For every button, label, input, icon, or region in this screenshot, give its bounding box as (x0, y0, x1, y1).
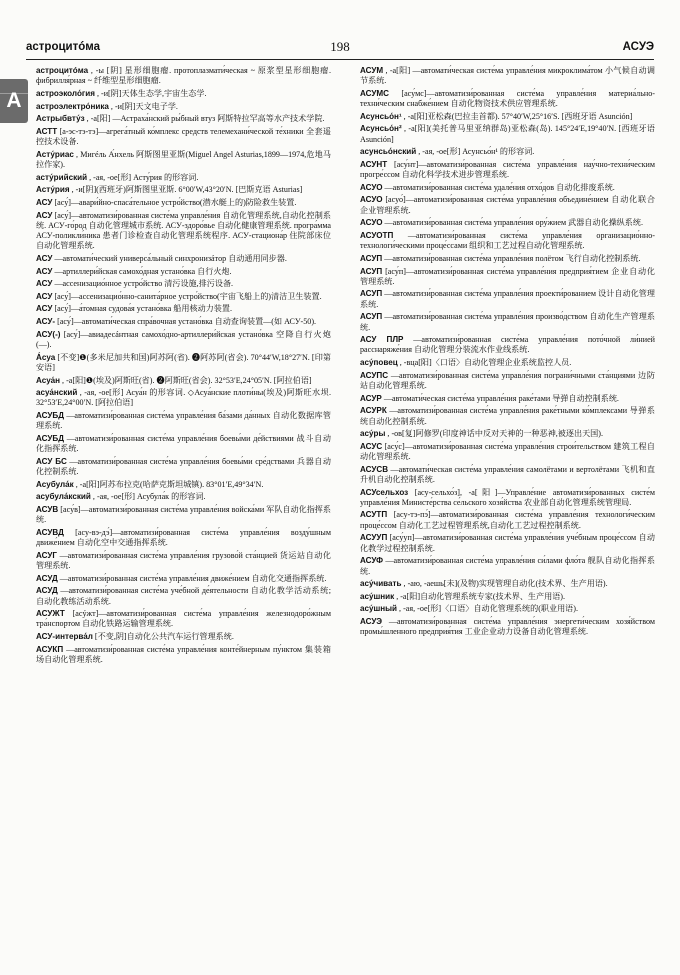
entry-definition: —автоматизи́рованная систе́ма управле́ния грузово́й ста́нцией 货运站自动化管理系统. (36, 550, 331, 571)
dictionary-entry (36, 457, 331, 478)
entry-definition: , -ая, -ое[形] Асубула́к 的形容词. (90, 492, 206, 502)
entry-headword: АСУ- (36, 317, 56, 327)
entry-definition: —автоматизи́рованная систе́ма управле́ния пограни́чными ста́нциями 边防站自动化管理系统. (360, 370, 655, 390)
left-column (36, 66, 331, 668)
dictionary-entry (36, 411, 331, 432)
entry-headword: асту́рийский (36, 172, 88, 182)
entry-headword: асу́ры (360, 429, 386, 439)
entry-headword: АСУО (360, 218, 383, 228)
entry-headword: АСУСВ (360, 464, 389, 474)
entry-definition: —автоматизи́рованная систе́ма удале́ния отхо́дов 自动化排废系统. (382, 182, 615, 192)
dictionary-entry (360, 312, 655, 333)
entry-definition: —автоматизи́рованная систе́ма управле́ния конте́йнерным пу́нктом 集装箱场自动化管理系统. (36, 644, 331, 664)
entry-headword: АСУС (360, 441, 383, 451)
entry-headword: асубула́кский (36, 492, 91, 502)
dictionary-entry (360, 465, 655, 486)
entry-definition: , -а[阳] —автомати́ческая систе́ма управле́ния микроклима́том 小气候自动调节系统. (360, 66, 655, 86)
header-rule (26, 59, 654, 60)
entry-headword: АСУВД (36, 527, 64, 537)
dictionary-entry (36, 586, 331, 607)
entry-definition: —автоматизи́рованная систе́ма управле́ния пото́чной ли́нией расснаряже́ния 自动化管理分装流水作业线系统. (360, 335, 655, 355)
entry-headword: АСУНТ (360, 159, 388, 169)
entry-definition: , -ов[复]阿修罗(印度神话中反对天神的一种恶神,被逐出天国). (385, 429, 603, 439)
entry-headword: АСУОТП (360, 231, 394, 241)
entry-definition: —автоматизи́рованная систе́ма управле́ния энергети́ческим хозя́йством промы́шленного предприя́тия 工业企业动力设备自动化管理系统. (360, 617, 655, 637)
entry-definition: , -вца[阳]〈口语〉自动化管理企业系统监控人员. (397, 358, 572, 368)
entry-headword: АСУсельхоз (360, 487, 409, 497)
dictionary-entry (36, 66, 331, 87)
entry-headword: асу́шный (360, 604, 398, 614)
dictionary-entry (360, 394, 655, 404)
entry-headword: АСУ (36, 304, 53, 314)
entry-headword: астроэлектро́ника (36, 101, 109, 111)
entry-definition: [асу-тэ-пэ́]—автоматизи́рованная систе́ма управле́ния технологи́ческим проце́ссом 自动化工艺过程管理系统,自动化工艺过程控制系统. (360, 510, 655, 530)
dictionary-entry (36, 376, 331, 386)
dictionary-entry (36, 528, 331, 549)
entry-definition: [асу́]—а́томная судова́я устано́вка 船用核动力装置. (52, 304, 232, 314)
entry-definition: —ассенизацио́нное устро́йство 清污设施,排污设备. (52, 279, 234, 289)
entry-definition: —автоматизи́рованная систе́ма управле́ния раке́тными ко́мплексами 导弹系统自动化控制系统. (360, 406, 655, 426)
entry-definition: , -а[阳](美托普马里亚纳群岛)亚松森(岛). 145°24′E,19°40′N. [西班牙语 Asunción] (360, 124, 655, 144)
dictionary-entry (360, 231, 655, 252)
entry-definition: —автоматизи́рованная систе́ма управле́ния произво́дством 自动化生产管理系统. (360, 312, 655, 332)
page-header (26, 38, 654, 56)
entry-headword: АСУ ПЛР (360, 335, 404, 345)
entry-headword: Асубула́к (36, 479, 74, 489)
entry-headword: АСУП (360, 266, 383, 276)
entry-definition: [асу́]—автомати́ческая спра́вочная устано́вка 自动查询装置—(如 АСУ-50). (55, 317, 317, 327)
entry-headword: АСУКП (36, 644, 64, 654)
dictionary-entry (360, 147, 655, 157)
entry-definition: , -ая, -ое[形] Асуа́н 的形容词. ◇Асуа́нские плоти́ны(埃及)阿斯旺水坝. 32°53′E,24°00′N. [阿拉伯语] (36, 388, 331, 408)
dictionary-entry (36, 480, 331, 490)
entry-headword: АСУП (360, 289, 383, 299)
dictionary-entry (36, 645, 331, 666)
entry-definition: , -и[阴](西班牙)阿斯图里亚斯. 6°00′W,43°20′N. [巴斯克语 Asturias] (69, 185, 303, 195)
dictionary-entry (360, 66, 655, 87)
entry-headword: АСУВ (36, 505, 59, 515)
dictionary-entry (360, 406, 655, 427)
entry-headword: АСУ (36, 266, 53, 276)
entry-headword: Асунсьо́н¹ (360, 111, 402, 121)
dictionary-entry (36, 127, 331, 148)
entry-headword: Асуа́н (36, 375, 61, 385)
entry-definition: —автоматизи́рованная систе́ма управле́ния ору́жием 武器自动化操纵系统. (382, 218, 643, 228)
entry-headword: АСУ (36, 291, 53, 301)
entry-headword: АСУ(-) (36, 329, 61, 339)
dictionary-entry (36, 434, 331, 455)
dictionary-entry (36, 89, 331, 99)
entry-headword: АСУМ (360, 66, 384, 75)
dictionary-entry (360, 510, 655, 531)
entry-headword: асу́шник (360, 591, 395, 601)
entry-definition: [асу-вэ-дэ́]—автоматизи́рованная систе́ма управле́ния возду́шным движе́нием 自动化空中交通指挥系统. (36, 527, 331, 548)
dictionary-entry (360, 183, 655, 193)
left-running-head: астроцитóма (26, 41, 101, 53)
dictionary-entry (36, 492, 331, 502)
entry-definition: , -а[阳]❶(埃及)阿斯旺(省). ❷阿斯旺(省会). 32°53′E,24°05′N. [阿拉伯语] (60, 375, 312, 385)
entry-headword: АСТТ (36, 126, 58, 136)
entry-headword: АСУЖТ (36, 609, 65, 619)
entry-definition: [不变]❶(多米尼加共和国)阿苏阿(省). ❷阿苏阿(省会). 70°44′W,18°27′N. [印第安语] (36, 352, 331, 372)
entry-headword: АСУ (36, 210, 53, 220)
dictionary-entry (360, 371, 655, 392)
entry-headword: АСУБД (36, 433, 64, 443)
entry-definition: [асу́нт]—автоматизи́рованная систе́ма управле́ния нау́чно-техни́ческим прогре́ссом 自动化科学技术进步管理系统. (360, 159, 655, 180)
entry-headword: астроцитóма (36, 66, 89, 75)
right-running-head: АСУЭ (622, 41, 654, 53)
entry-definition: , -аю, -аешь[未](及物)实现管理自动化(技术界、生产用语). (401, 579, 608, 589)
entry-definition: —автомати́ческая систе́ма управле́ния самолётами и вертолётами 飞机和直升机自动化控制系统. (360, 464, 655, 484)
entry-definition: —автоматизи́рованная систе́ма уче́бной де́ятельности 自动化教学活动系统;自动化教练活动系统. (36, 586, 331, 606)
dictionary-entry (36, 317, 331, 327)
entry-headword: асу́чивать (360, 579, 402, 589)
dictionary-entry (36, 198, 331, 208)
dictionary-entry (36, 114, 331, 124)
entry-definition: , -а[阳]阿苏布拉克(哈萨克斯坦城镇). 83°01′E,49°34′N. (73, 479, 264, 489)
dictionary-entry (36, 211, 331, 252)
entry-headword: АСУГ (36, 550, 58, 560)
entry-headword: Асунсьо́н² (360, 124, 402, 134)
dictionary-entry (360, 429, 655, 439)
entry-headword: Астрыбвту́з (36, 114, 85, 124)
dictionary-entry (360, 488, 655, 509)
entry-definition: —автоматизи́рованная систе́ма управле́ния си́лами фло́та 舰队自动化指挥系统. (360, 556, 655, 576)
entry-definition: [асу́п]—автоматизи́рованная систе́ма управле́ния предприя́тием 企业自动化管理系统. (360, 266, 655, 286)
entry-definition: , -ая, -ое[形] Асту́рия 的形容词. (87, 172, 199, 182)
dictionary-entry (360, 533, 655, 554)
dictionary-entry (360, 289, 655, 310)
entry-definition: —артиллери́йская самохо́дная устано́вка 自行火炮. (52, 266, 232, 276)
entry-definition: [асу́]—ассенизацио́нно-санита́рное устро́йство(宇宙飞船上的)清洁卫生装置. (52, 291, 322, 301)
dictionary-entry (36, 632, 331, 642)
entry-headword: АСУП (360, 253, 383, 263)
entry-definition: , -ая, -ое[形]〈口语〉自动化管理系统的(职业用语). (397, 604, 578, 614)
dictionary-entry (36, 267, 331, 277)
entry-definition: , -а[阳]自动化管理系统专家(技术界、生产用语). (394, 591, 566, 601)
entry-definition: [асу́мс]—автоматизи́рованная систе́ма управле́ния материа́льно-техни́ческим снабже́нием 自动化物资技术供应管理系统. (360, 88, 655, 109)
entry-definition: —автоматизи́рованная систе́ма управле́ния движе́нием 自动化交通指挥系统. (57, 573, 327, 583)
dictionary-entry (36, 292, 331, 302)
entry-definition: [а-эс-тэ-тэ]—агрега́тный ко́мплекс средств телемехани́ческой те́хники 全套遥控技术设备. (36, 126, 331, 147)
dictionary-entry (360, 112, 655, 122)
entry-definition: —автомати́ческая систе́ма управле́ния раке́тами 导弹自动控制系统. (381, 393, 619, 403)
entry-headword: асу́повец (360, 358, 398, 368)
dictionary-entry (360, 556, 655, 577)
entry-headword: АСУД (36, 573, 58, 583)
entry-headword: АСУ (36, 253, 53, 263)
entry-definition: —автомати́ческий универса́льный синхронизáтор 自动通用同步器. (52, 253, 287, 263)
dictionary-entry (36, 330, 331, 351)
dictionary-entry (36, 279, 331, 289)
entry-headword: АСУО (360, 195, 383, 205)
dictionary-entry (36, 574, 331, 584)
entry-definition: —автоматизи́рованная систе́ма управле́ния ба́зами да́нных 自动化数据库管理系统. (36, 411, 331, 431)
dictionary-entry (36, 388, 331, 409)
entry-headword: А́суа (36, 352, 56, 362)
dictionary-entry (36, 304, 331, 314)
dictionary-entry (36, 102, 331, 112)
entry-definition: [不变,阴]自动化公共汽车运行管理系统. (92, 632, 234, 642)
entry-definition: [асýжт]—автоматизи́рованная систе́ма управле́ния железнодоро́жным тра́нспортом 自动化铁路运输管理系统. (36, 609, 331, 629)
entry-definition: [асу́]—автоматизи́рованная систе́ма управле́ния 自动化管理系统,自动化控制系统. АСУ-го́род 自动化管理城市系统. АСУ-здоро́вье 自动化健康管理系统. програ́мма АСУ-поликли́ника 患者门诊检查自动化管理系统程序. АСУ-стациона́р 住院部床位自动化管理系统. (36, 210, 332, 251)
dictionary-entry (360, 592, 655, 602)
dictionary-entry (36, 353, 331, 374)
entry-definition: [асу́уп]—автоматизи́рованная систе́ма управле́ния уче́бным проце́ссом 自动化教学过程控制系统. (360, 533, 655, 553)
dictionary-entry (360, 254, 655, 264)
dictionary-entry (360, 124, 655, 145)
right-column (360, 66, 655, 640)
dictionary-entry (360, 604, 655, 614)
entry-headword: асунсьо́нский (360, 147, 417, 157)
entry-headword: АСУ БС (36, 456, 67, 466)
dictionary-entry (360, 617, 655, 638)
entry-headword: АСУО (360, 182, 383, 192)
entry-definition: —автоматизи́рованная систе́ма управле́ния проекти́рованием 设计自动化管理系统. (360, 289, 655, 309)
entry-headword: АСУБД (36, 411, 64, 421)
entry-headword: АСУУП (360, 533, 388, 543)
entry-headword: Асту́рия (36, 185, 70, 195)
entry-definition: , -ы [阴] 星形细胞瘤. протоплазмати́ческая ~ 原浆型星形细胞瘤. фибрилля́рная ~ 纤维型星形细胞瘤. (36, 66, 331, 86)
entry-headword: Асту́риас (36, 149, 74, 159)
entry-headword: АСУТП (360, 510, 388, 520)
entry-definition: —автоматизи́рованная систе́ма управле́ния организацио́нно-технологи́ческими проце́ссами 组织和工艺过程自动化管理系统. (360, 231, 655, 251)
entry-definition: , -а[阳] —Астраха́нский ры́бный втуз 阿斯特拉罕高等水产技术学院. (84, 114, 325, 124)
entry-headword: АСУПС (360, 370, 389, 380)
dictionary-entry (36, 185, 331, 195)
entry-headword: АСУМС (360, 88, 390, 98)
entry-headword: асуа́нский (36, 388, 78, 398)
dictionary-entry (36, 505, 331, 526)
dictionary-entry (36, 254, 331, 264)
dictionary-entry (36, 150, 331, 171)
dictionary-entry (360, 579, 655, 589)
entry-definition: , -и[阴]天文电子学. (108, 101, 178, 111)
entry-headword: АСУР (360, 393, 382, 403)
dictionary-entry (36, 173, 331, 183)
dictionary-entry (36, 609, 331, 630)
entry-headword: АСУРК (360, 406, 387, 416)
entry-definition: [асу́с]—автоматизи́рованная систе́ма управле́ния строи́тельством 建筑工程自动化管理系统. (360, 441, 655, 462)
entry-definition: , Мигéль А́нхель 阿斯图里亚斯(Miguel Angel Asturias,1899—1974,危地马拉作家). (36, 149, 331, 169)
entry-headword: АСУ (36, 197, 53, 207)
entry-definition: —автоматизи́рованная систе́ма управле́ния полётом 飞行自动化控制系统. (382, 253, 641, 263)
dictionary-entry (360, 160, 655, 181)
entry-definition: —автоматизи́рованная систе́ма управле́ния боевы́ми де́йствиями 战斗自动化指挥系统. (36, 433, 331, 454)
entry-definition: [асу-сельхо́з], -а[阳]—Управле́ние автоматизи́рованных систе́м управле́ния Министе́рства се́льского хозя́йства 农业部自动化管理系统管理局. (360, 487, 655, 507)
entry-headword: АСУП (360, 312, 383, 322)
entry-headword: АСУ (36, 279, 53, 289)
dictionary-entry (36, 551, 331, 572)
dictionary-entry (360, 358, 655, 368)
entry-definition: , -а[阳]亚松森(巴拉圭首都). 57°40′W,25°16′S. [西班牙语 Asunción] (401, 111, 633, 121)
entry-definition: [асу́]—авари́йно-спаса́тельное устро́йство(潜水艇上的)防险救生装置. (52, 197, 297, 207)
dictionary-entry (360, 267, 655, 288)
dictionary-entry (360, 195, 655, 216)
entry-definition: , -ая, -ое[形] Асунсьо́н¹ 的形容词. (416, 147, 535, 157)
letter-thumb-tab: A (0, 79, 28, 123)
dictionary-entry (360, 442, 655, 463)
entry-definition: , -и[阴]天体生态学,宇宙生态学. (94, 88, 207, 98)
dictionary-entry (360, 218, 655, 228)
entry-definition: —автоматизи́рованная систе́ма управле́ния боевы́ми сре́дствами 兵器自动化控制系统. (36, 456, 331, 477)
entry-headword: АСУЭ (360, 617, 383, 627)
entry-headword: астроэколо́гия (36, 88, 95, 98)
page-number: 198 (330, 39, 350, 54)
entry-definition: [асу́в]—автоматизи́рованная систе́ма управле́ния войска́ми 军队自动化指挥系统. (36, 505, 331, 525)
dictionary-entry (360, 335, 655, 356)
entry-definition: [асуо́]—автоматизи́рованная систе́ма управле́ния объедине́нием 自动化联合企业管理系统. (360, 195, 655, 215)
dictionary-entry (360, 89, 655, 110)
entry-headword: АСУД (36, 586, 58, 596)
entry-headword: АСУ-интерва́л (36, 632, 93, 642)
entry-headword: АСУФ (360, 556, 384, 566)
entry-definition: [асу́]—авиадесáнтная самохо́дно-артиллери́йская устано́вка 空降自行火炮(—). (36, 329, 331, 349)
